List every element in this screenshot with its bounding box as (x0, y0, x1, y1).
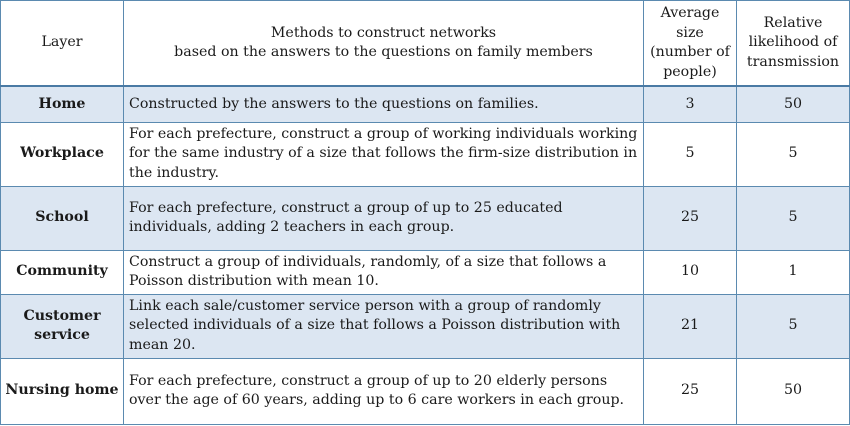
header-layer-label: Layer (41, 34, 83, 51)
method-cell: For each prefecture, construct a group of up to 20 elderly persons over the age of 60 years, adding up to 6 care workers in each group. (124, 358, 644, 424)
size-cell: 5 (644, 122, 737, 186)
table-body (1, 86, 850, 424)
table-row (1, 86, 850, 122)
layer-cell (1, 86, 124, 122)
method-cell: Construct a group of individuals, randomly, of a size that follows a Poisson distribution with mean 10. (124, 250, 644, 294)
size-cell: 21 (644, 294, 737, 358)
layer-cell (1, 250, 124, 294)
method-cell: For each prefecture, construct a group of working individuals working for the same industry of a size that follows the firm-size distribution in the industry. (124, 122, 644, 186)
header-likelihood-line2: likelihood of (748, 34, 838, 51)
header-likelihood-line3: transmission (746, 53, 840, 70)
layer-label: Workplace (20, 145, 104, 162)
layer-label: Nursing home (5, 382, 119, 399)
likelihood-cell: 1 (737, 250, 850, 294)
size-cell: 3 (644, 86, 737, 122)
header-size-line3: (number of (650, 44, 730, 60)
header-row (1, 1, 850, 87)
table-header (1, 1, 850, 87)
header-size-line4: people) (663, 63, 717, 80)
likelihood-cell: 5 (737, 186, 850, 250)
likelihood-cell: 5 (737, 294, 850, 358)
layer-cell (1, 186, 124, 250)
size-cell: 25 (644, 186, 737, 250)
header-average-size (644, 1, 737, 87)
layer-label-line1: Customer (23, 307, 101, 324)
size-cell: 25 (644, 358, 737, 424)
method-cell: Link each sale/customer service person with a group of randomly selected individuals of a size that follows a Poisson distribution with mean 20. (124, 294, 644, 358)
header-methods (124, 1, 644, 87)
layer-cell (1, 122, 124, 186)
likelihood-cell: 50 (737, 86, 850, 122)
method-cell: Constructed by the answers to the questions on families. (124, 86, 644, 122)
layer-cell (1, 294, 124, 358)
likelihood-cell: 50 (737, 358, 850, 424)
header-layer (1, 1, 124, 87)
header-size-line2: size (676, 24, 704, 41)
header-likelihood (737, 1, 850, 87)
size-cell: 10 (644, 250, 737, 294)
header-methods-line2: based on the answers to the questions on family members (174, 44, 593, 60)
layer-label: School (35, 209, 89, 226)
table-row (1, 294, 850, 358)
layer-label-line2: service (34, 327, 90, 343)
header-likelihood-line1: Relative (763, 14, 823, 31)
table-row (1, 250, 850, 294)
header-size-line1: Average (660, 5, 720, 21)
layer-label: Home (38, 95, 86, 112)
likelihood-cell: 5 (737, 122, 850, 186)
table-row (1, 358, 850, 424)
layer-label: Community (16, 263, 108, 280)
table-row (1, 122, 850, 186)
header-methods-line1: Methods to construct networks (270, 24, 497, 41)
method-cell: For each prefecture, construct a group of up to 25 educated individuals, adding 2 teachers in each group. (124, 186, 644, 250)
layer-cell (1, 358, 124, 424)
table-row (1, 186, 850, 250)
